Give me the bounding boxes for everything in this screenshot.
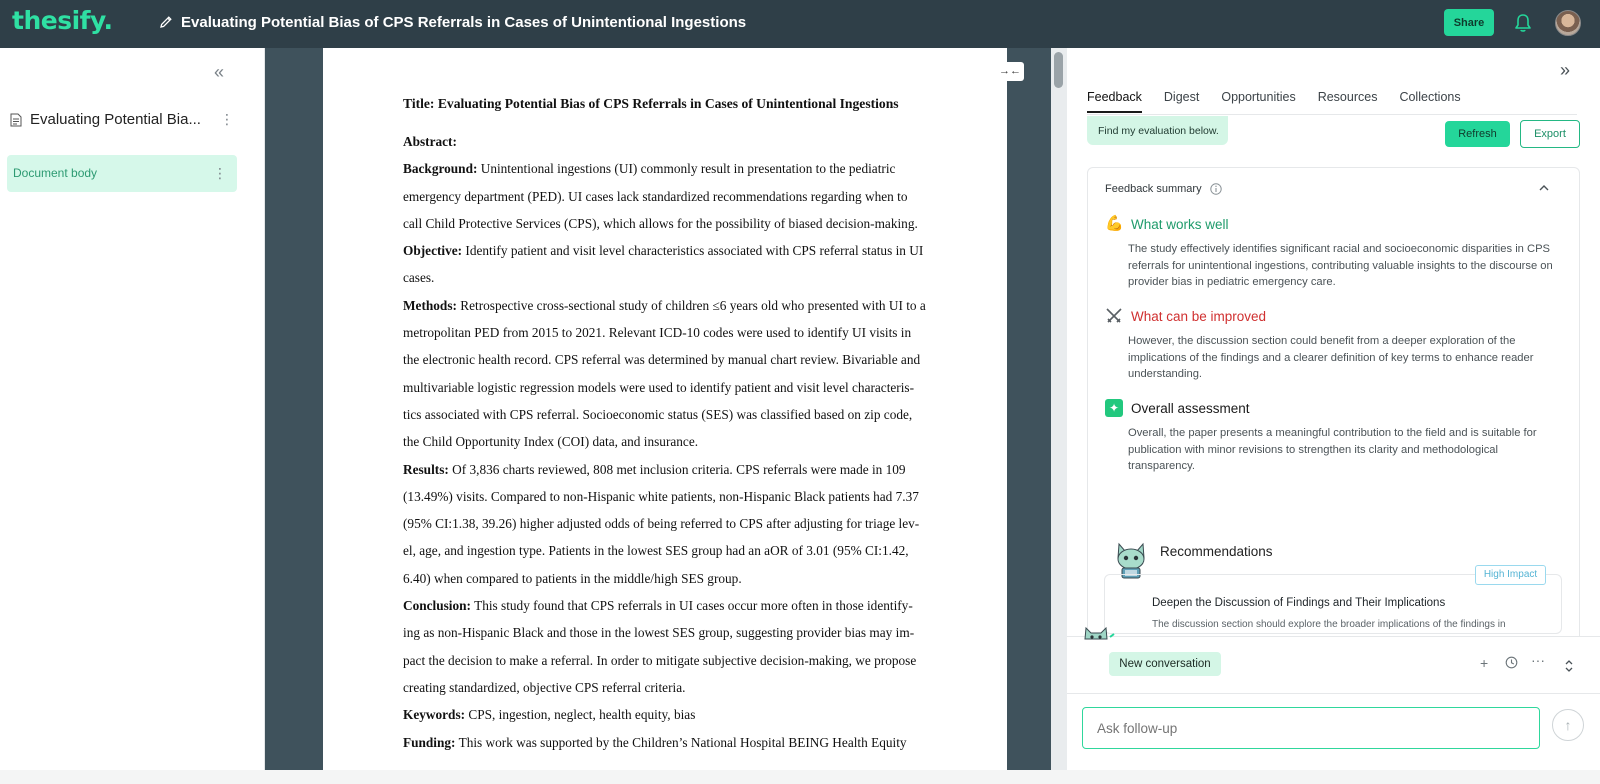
- top-bar: [0, 0, 1600, 48]
- abstract-heading: Abstract:: [403, 134, 457, 149]
- document-scrollbar[interactable]: [1051, 48, 1067, 770]
- history-clock-icon[interactable]: [1505, 656, 1518, 669]
- abstract-funding: Funding: This work was supported by the Children’s National Hospital BEING Health Equity: [403, 734, 907, 750]
- expand-collapse-icon[interactable]: [1563, 659, 1575, 673]
- document-menu-icon[interactable]: ⋮: [220, 111, 234, 127]
- outline-item-document-body[interactable]: [7, 155, 237, 192]
- refresh-button[interactable]: Refresh: [1445, 121, 1510, 147]
- tab-feedback[interactable]: Feedback: [1087, 90, 1142, 113]
- section-body: Overall, the paper presents a meaningful contribution to the field and is suitable for publication with minor revisions to strengthen its clarity and methodological transparency.: [1128, 427, 1537, 472]
- abstract-keywords: Keywords: CPS, ingestion, neglect, health equity, bias: [403, 707, 696, 723]
- section-menu-icon[interactable]: ⋮: [213, 165, 227, 181]
- bell-icon[interactable]: [1512, 12, 1534, 34]
- feedback-summary-title: Feedback summary: [1105, 183, 1202, 195]
- abstract-results: Results: Of 3,836 charts reviewed, 808 met inclusion criteria. CPS referrals were made in 109 (13.49%) visits. Compared to non-Hispanic white patients, non-Hispanic Black patients had 7.37 (95% CI:1.38, 39.26) higher adjusted odds of being referred to CPS after adjusting for triage lev-el, age, and ingestion type. Patients in the lowest SES group had an aOR of 3.01 (95% CI:1.42, 6.40) when compared to patients in the middle/high SES group.: [403, 461, 920, 586]
- edit-pencil-icon[interactable]: [158, 14, 174, 30]
- section-what-can-be-improved: [1105, 307, 1555, 383]
- send-arrow-icon[interactable]: ↑: [1552, 709, 1584, 741]
- section-heading: What works well: [1131, 216, 1229, 232]
- cat-mascot-small-icon: [1083, 625, 1117, 645]
- crossed-swords-icon: [1105, 307, 1123, 325]
- outline-panel: [0, 48, 265, 770]
- recommendation-title[interactable]: Deepen the Discussion of Findings and Their Implications: [1152, 597, 1446, 609]
- tab-resources[interactable]: Resources: [1317, 90, 1378, 104]
- document-viewer: [265, 48, 1051, 770]
- more-options-icon[interactable]: ···: [1531, 652, 1545, 668]
- info-icon[interactable]: [1210, 183, 1222, 195]
- document-page: [323, 48, 1007, 770]
- chevron-up-icon[interactable]: [1537, 181, 1551, 195]
- section-what-works-well: [1105, 215, 1555, 291]
- outline-document-name: Evaluating Potential Bia...: [30, 111, 201, 128]
- section-body: The study effectively identifies significant racial and socioeconomic disparities in CPS referrals for unintentional ingestions, contributing valuable insights to the discourse on provider bias in pediatric emergency care.: [1128, 243, 1553, 288]
- export-button[interactable]: Export: [1520, 120, 1580, 148]
- section-heading: What can be improved: [1131, 308, 1267, 324]
- evaluation-note: Find my evaluation below.: [1087, 116, 1228, 145]
- section-body: However, the discussion section could benefit from a deeper exploration of the implications of the findings and a clearer definition of key terms to enhance reader understanding.: [1128, 335, 1534, 380]
- document-icon: [10, 113, 22, 127]
- sparkle-icon: ✦: [1105, 399, 1123, 417]
- tab-opportunities[interactable]: Opportunities: [1221, 90, 1296, 104]
- user-avatar[interactable]: [1555, 10, 1581, 36]
- share-button[interactable]: Share: [1444, 9, 1494, 36]
- document-paper-title: Title: Evaluating Potential Bias of CPS Referrals in Cases of Unintentional Ingestions: [403, 96, 899, 111]
- new-conversation-chip[interactable]: New conversation: [1109, 652, 1221, 676]
- plus-icon[interactable]: +: [1480, 655, 1489, 671]
- chat-divider: [1067, 693, 1600, 694]
- abstract-methods: Methods: Retrospective cross-sectional study of children ≤6 years old who presented with UI to a metropolitan PED from 2015 to 2021. Relevant ICD-10 codes were used to identify UI visits in the electronic health record. CPS referral was determined by manual chart review. Bivariable and multivariable logistic regression models were used to identify patient and visit level characteris-tics associated with CPS referral. Socioeconomic status (SES) was classified based on zip code, the Child Opportunity Index (COI) data, and insurance.: [403, 297, 926, 450]
- flexed-biceps-icon: 💪: [1105, 215, 1124, 232]
- collapse-right-icon[interactable]: »: [1560, 60, 1571, 80]
- section-overall-assessment: [1105, 399, 1555, 475]
- abstract-objective: Objective: Identify patient and visit level characteristics associated with CPS referral status in UI cases.: [403, 243, 924, 286]
- document-scrollbar-thumb[interactable]: [1054, 52, 1063, 88]
- feedback-tabs: [1087, 90, 1483, 113]
- tab-collections[interactable]: Collections: [1399, 90, 1461, 104]
- abstract-background: Background: Unintentional ingestions (UI) commonly result in presentation to the pediatric emergency department (PED). UI cases lack standardized recommendations regarding when to call Child Protective Services (CPS), which allows for the possibility of biased decision-making.: [403, 161, 918, 231]
- document-title[interactable]: Evaluating Potential Bias of CPS Referrals in Cases of Unintentional Ingestions: [181, 14, 747, 31]
- recommendation-description: The discussion section should explore the broader implications of the findings in: [1152, 619, 1506, 630]
- outline-item-label: Document body: [13, 166, 98, 180]
- collapse-left-icon[interactable]: «: [214, 62, 225, 82]
- ask-follow-up-input[interactable]: [1082, 707, 1540, 749]
- bottom-strip: [0, 770, 1600, 784]
- high-impact-badge: High Impact: [1475, 565, 1546, 585]
- outline-document[interactable]: [10, 111, 230, 128]
- abstract-conclusion: Conclusion: This study found that CPS referrals in UI cases occur more often in those identify-ing as non-Hispanic Black and those in the lowest SES group, suggesting provider bias may im-pact the decision to make a referral. In order to mitigate subjective decision-making, we propose creating standardized, objective CPS referral criteria.: [403, 598, 917, 695]
- fit-width-toggle-icon[interactable]: →←: [996, 62, 1024, 81]
- recommendations-heading: Recommendations: [1160, 544, 1273, 559]
- tab-digest[interactable]: Digest: [1163, 90, 1200, 104]
- app-logo[interactable]: thesify.: [12, 6, 113, 35]
- section-heading: Overall assessment: [1131, 400, 1250, 416]
- tabs-divider: [1087, 114, 1577, 115]
